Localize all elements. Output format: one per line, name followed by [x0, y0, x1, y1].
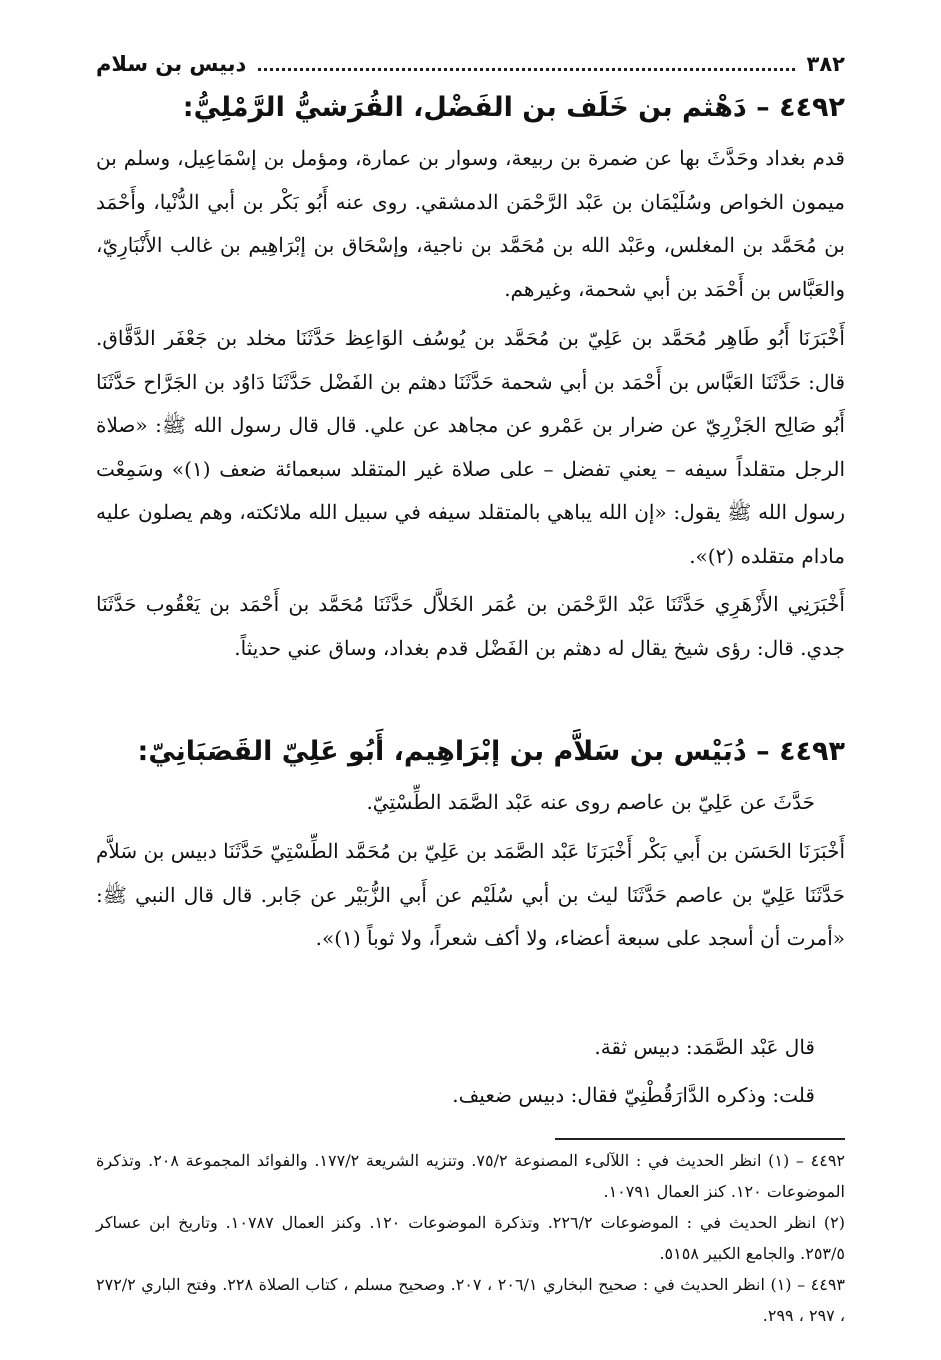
entry-4492-paragraph-2: أَخْبَرَنَا أَبُو طَاهِر مُحَمَّد بن عَلِيّ بن مُحَمَّد بن يُوسُف الوَاعِظ حَدَّثَنَا مخلد بن جَعْفَر الدَّقَّاق. قال: حَدَّثَنَا العَبَّاس بن أَحْمَد بن أبي شحمة حَدَّثَنَا دهثم بن الفَضْل حَدَّثَنَا دَاوُد بن الجَرَّاح حَدَّثَنَا أَبُو صَالِح الجَزْرِيّ عن ضرار بن عَمْرو عن مجاهد عن علي. قال قال رسول الله ﷺ: «صلاة الرجل متقلداً سيفه – يعني تفضل – على صلاة غير المتقلد سبعمائة ضعف (١)» وسَمِعْت رسول الله ﷺ يقول: «إن الله يباهي بالمتقلد سيفه في سبيل الله ملائكته، وهم يصلون عليه مادام متقلده (٢)».	[96, 326, 846, 568]
header-dotted-leader	[258, 58, 794, 71]
running-header	[96, 44, 845, 84]
footnote-4492-1: ٤٤٩٢ – (١) انظر الحديث في : اللآلىء المصنوعة ٧٥/٢. وتنزيه الشريعة ١٧٧/٢. والفوائد المجموعة ٢٠٨. وتذكرة الموضوعات ١٢٠. كنز العمال ١٠٧٩١.	[96, 1151, 845, 1201]
entry-4493-heading: ٤٤٩٣ – دُبَيْس بن سَلاَّم بن إبْرَاهِيم، أَبُو عَلِيّ القَصَبَانِيّ:	[137, 736, 845, 767]
entry-4493-paragraph-1: أَخْبَرَنَا الحَسَن بن أَبي بَكْر أَخْبَرَنَا عَبْد الصَّمَد بن عَلِيّ بن مُحَمَّد الطِّسْتِيّ حَدَّثَنَا دبيس بن سَلاَّم حَدَّثَنَا عَلِيّ بن عاصم حَدَّثَنَا ليث بن أبي سُلَيْم عن أَبي الزُّبَيْر عن جَابر. قال قال النبي ﷺ: «أمرت أن أسجد على سبعة أعضاء، ولا أكف شعراً، ولا ثوباً (١)».	[96, 839, 845, 950]
footnote-separator	[555, 1138, 845, 1140]
entry-4493-line-1: حَدَّثَ عن عَلِيّ بن عاصم روى عنه عَبْد الصَّمَد الطِّسْتِيّ.	[366, 790, 815, 814]
entry-4492-paragraph-3: أَخْبَرَنِي الأَزْهَرِي حَدَّثَنَا عَبْد الرَّحْمَن بن عُمَر الخَلاَّل حَدَّثَنَا مُحَمَّد بن أَحْمَد بن يَعْقُوب حَدَّثَنَا جدي. قال: رؤى شيخ يقال له دهثم بن الفَضْل قدم بغداد، وساق عني حديثاً.	[96, 592, 845, 660]
entry-4493-line-3: قلت: وذكره الدَّارَقُطْنِيّ فقال: دبيس ضعيف.	[452, 1083, 815, 1107]
entry-4492-heading: ٤٤٩٢ – دَهْثم بن خَلَف بن الفَضْل، القُرَشيُّ الرَّمْلِيُّ:	[182, 92, 845, 123]
footnote-4493-1: ٤٤٩٣ – (١) انظر الحديث في : صحيح البخاري ٢٠٦/١ ، ٢٠٧. وصحيح مسلم ، كتاب الصلاة ٢٢٨. وفتح الباري ٢٧٢/٢ ، ٢٩٧ ، ٢٩٩.	[96, 1275, 846, 1325]
page-number: ٣٨٢	[806, 52, 845, 76]
footnote-4492-2: (٢) انظر الحديث في : الموضوعات ٢٢٦/٢. وتذكرة الموضوعات ١٢٠. وكنز العمال ١٠٧٨٧. وتاريخ ابن عساكر ٢٥٣/٥. والجامع الكبير ٥١٥٨.	[96, 1213, 846, 1263]
entry-4493-line-2: قال عَبْد الصَّمَد: دبيس ثقة.	[594, 1035, 815, 1059]
entry-4492-paragraph-1: قدم بغداد وحَدَّثَ بها عن ضمرة بن ربيعة، وسوار بن عمارة، ومؤمل بن إسْمَاعِيل، وسلم بن ميمون الخواص وسُلَيْمَان بن عَبْد الرَّحْمَن الدمشقي. روى عنه أَبُو بَكْر بن أبي الدُّنْيا، وأَحْمَد بن مُحَمَّد بن المغلس، وعَبْد الله بن مُحَمَّد بن ناجية، وإسْحَاق بن إبْرَاهِيم بن غالب الأَنْبَارِيّ، والعَبَّاس بن أَحْمَد بن أبي شحمة، وغيرهم.	[96, 146, 846, 301]
running-title: دبيس بن سلام	[96, 52, 247, 76]
